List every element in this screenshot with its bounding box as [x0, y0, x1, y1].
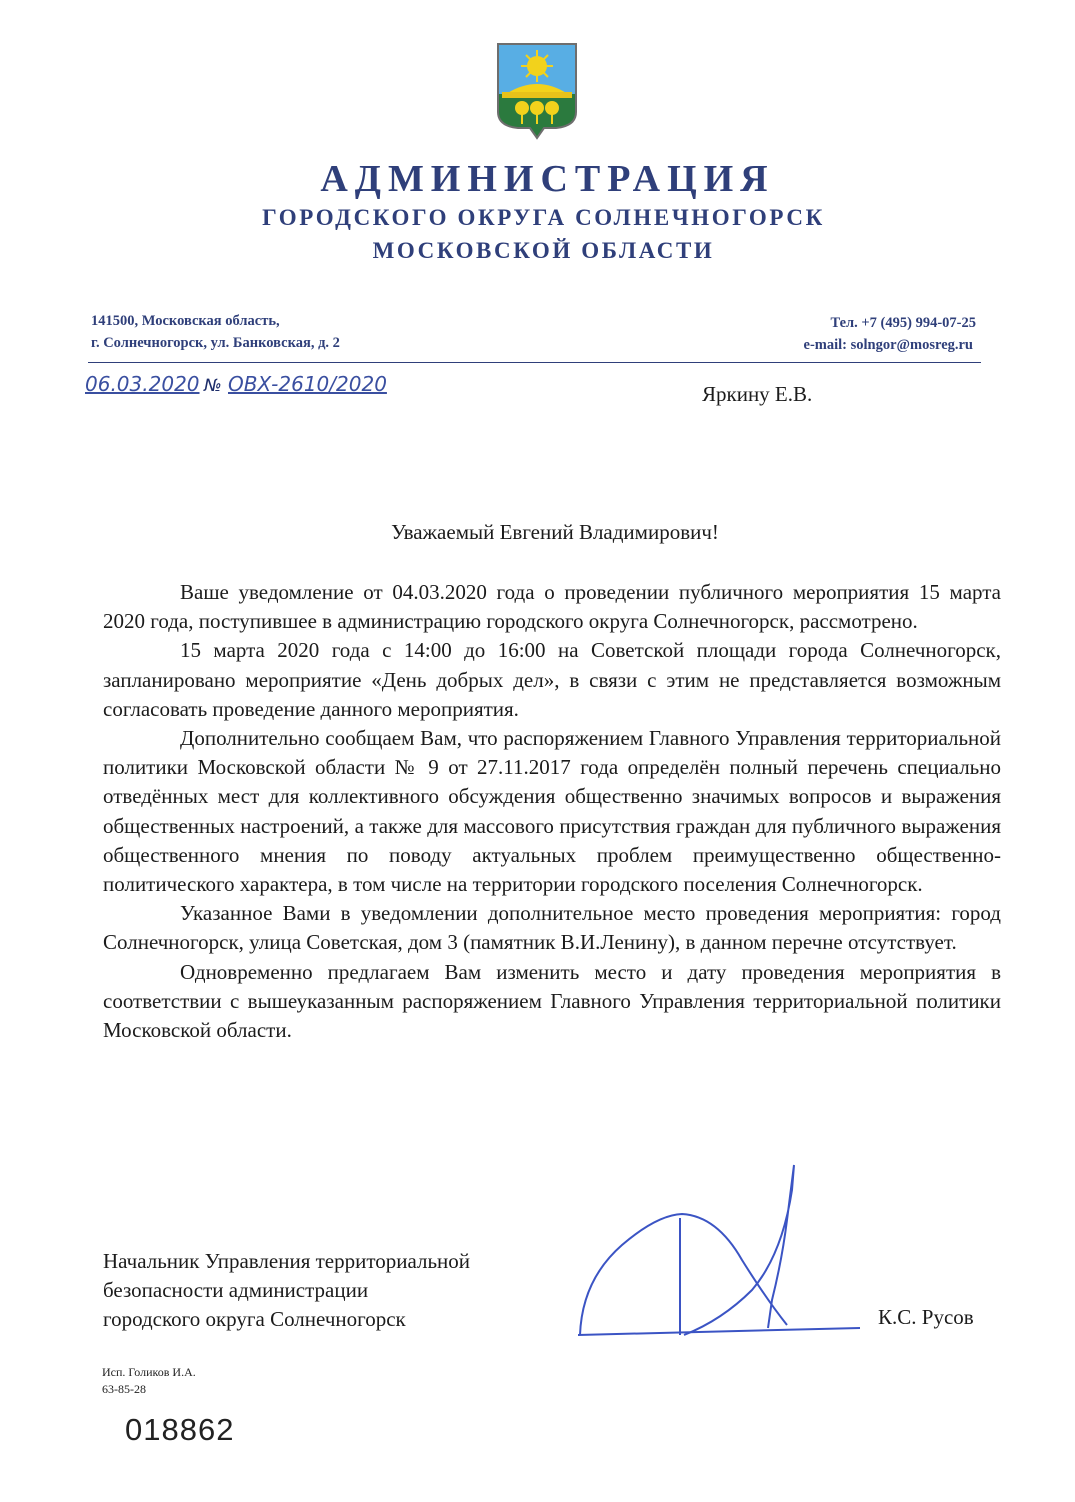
signer-position-line: безопасности администрации — [103, 1278, 369, 1303]
email-text: e-mail: solngor@mosreg.ru — [803, 337, 973, 353]
page-subtitle: ГОРОДСКОГО ОКРУГА СОЛНЕЧНОГОРСК — [262, 205, 825, 230]
executor-name: Исп. Голиков И.А. — [102, 1365, 196, 1379]
addressee: Яркину Е.В. — [702, 382, 813, 406]
body-paragraph: Одновременно предлагаем Вам изменить место и дату проведения мероприятия в соответствии с вышеуказанным распоряжением Главного Управления территориальной политики Московской области. — [103, 959, 1001, 1043]
signer-name: К.С. Русов — [878, 1305, 974, 1329]
letter-body — [103, 578, 1001, 1045]
body-paragraph: Указанное Вами в уведомлении дополнительное место проведения мероприятия: город Солнечногорск, улица Советская, дом 3 (памятник В.И.Ленину), в данном перечне отсутствует. — [103, 901, 1001, 955]
serial-number: 018862 — [125, 1412, 235, 1447]
address-line: 141500, Московская область, — [91, 313, 280, 329]
signer-position-line: городского округа Солнечногорск — [103, 1307, 406, 1332]
registration-date: 06.03.2020 — [85, 372, 200, 396]
header-divider — [88, 362, 981, 363]
crest-icon — [496, 42, 578, 140]
body-paragraph: Дополнительно сообщаем Вам, что распоряжением Главного Управления территориальной политики Московской области № 9 от 27.11.2017 года определён полный перечень специально отведённых мест для коллективного обсуждения общественно значимых вопросов и выражения общественных настроений, а также для массового присутствия граждан для публичного выражения общественного мнения по поводу актуальных проблем преимущественно общественно-политического характера, в том числе на территории городского поселения Солнечногорск. — [103, 726, 1001, 897]
body-paragraph: 15 марта 2020 года с 14:00 до 16:00 на Советской площади города Солнечногорск, запланировано мероприятие «День добрых дел», в связи с этим не представляется возможным согласовать проведение данного мероприятия. — [103, 638, 1001, 721]
page-subtitle-region: МОСКОВСКОЙ ОБЛАСТИ — [372, 238, 715, 263]
signer-position — [103, 1247, 470, 1335]
registration-number: ОВХ-2610/2020 — [228, 372, 387, 396]
address-line: г. Солнечногорск, ул. Банковская, д. 2 — [91, 335, 340, 351]
executor-phone: 63-85-28 — [102, 1382, 146, 1396]
signer-position-line: Начальник Управления территориальной — [103, 1249, 471, 1273]
registration-number-mark: № — [204, 376, 222, 396]
page-title: АДМИНИСТРАЦИЯ — [320, 158, 775, 200]
salutation: Уважаемый Евгений Владимирович! — [391, 520, 719, 544]
body-paragraph: Ваше уведомление от 04.03.2020 года о проведении публичного мероприятия 15 марта 2020 года, поступившее в администрацию городского округа Солнечногорск, рассмотрено. — [103, 580, 1001, 634]
handwritten-signature — [572, 1160, 862, 1340]
phone-text: Тел. +7 (495) 994-07-25 — [830, 315, 976, 331]
